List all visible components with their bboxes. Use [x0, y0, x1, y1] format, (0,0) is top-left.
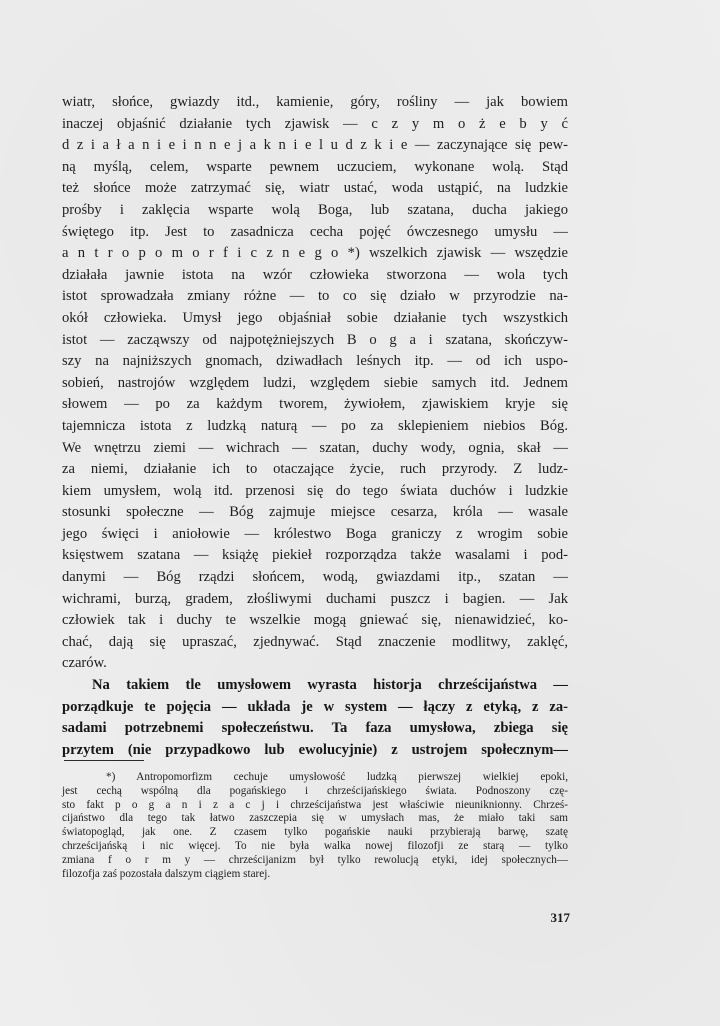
text-line: okół człowieka. Umysł jego objaśniał sobie działanie tych wszystkich [62, 309, 568, 326]
text-line: tajemnicza istota z ludzką naturą — po za sklepieniem niebios Bóg. [62, 417, 568, 434]
text-line: inaczej objaśnić działanie tych zjawisk — c z y m o ż e b y ć [62, 115, 568, 132]
text-line: księstwem szatana — książę piekieł rozporządza także wasalami i pod- [62, 547, 568, 564]
footnote-line: *) Antropomorfizm cechuje umysłowość ludzką pierwszej wielkiej epoki, [106, 771, 568, 783]
footnote-line: chrześcijańską i nic więcej. To nie była walka nowej filozofji ze starą — tylko [62, 839, 568, 852]
footnote-divider [64, 760, 144, 761]
text-line: porządkuje te pojęcia — układa je w system — łączy z etyką, z za- [62, 698, 568, 715]
text-line: sobień, nastrojów względem ludzi, względem siebie samych itd. Jednem [62, 374, 568, 391]
text-line: wichrami, burzą, gradem, złośliwymi duchami puszcz i bagien. — Jak [62, 590, 568, 607]
footnote [62, 771, 568, 881]
text-line: za niemi, działanie ich to otaczające życie, ruch przyrody. Z ludz- [62, 461, 568, 478]
text-line: przytem (nie przypadkowo lub ewolucyjnie) z ustrojem społecznym— [62, 741, 568, 758]
footnote-line: jest cechą wspólną dla pogańskiego i chrześcijańskiego świata. Podnoszony czę- [62, 784, 568, 797]
footnote-line: filozofja zaś pozostała dalszym ciągiem starej. [62, 867, 271, 880]
page-number: 317 [550, 910, 570, 925]
footnote-line: światopogląd, jak one. Z czasem tylko pogańskie nauki przybierają barwę, szatę [62, 826, 568, 839]
text-line: jego święci i aniołowie — królestwo Boga graniczy z wrogim sobie [62, 525, 568, 542]
text-line: sadami potrzebnemi społeczeństwu. Ta faza umysłowa, zbiega się [62, 720, 568, 737]
text-line: istot sprowadzała zmiany różne — to co się działo w przyrodzie na- [62, 288, 568, 305]
text-line: szy na najniższych gnomach, dziwadłach leśnych itp. — od ich uspo- [62, 353, 568, 370]
text-line: istot — zacząwszy od najpotężniejszych B o g a i szatana, skończyw- [62, 331, 568, 348]
text-line: a n t r o p o m o r f i c z n e g o *) wszelkich zjawisk — wszędzie [62, 245, 568, 262]
paragraph-end-line: czarów. [62, 655, 107, 672]
text-line: ną myślą, celem, wsparte pewnem uczuciem, wykonane wolą. Stąd [62, 158, 568, 175]
footnote-line: zmiana f o r m y — chrześcijanizm był tylko rewolucją etyki, idej społecznych— [62, 853, 568, 866]
footnote-line: cijaństwo dla tego tak łatwo zaszczepia się w umysłach mas, że miało taki sam [62, 812, 568, 825]
footnote-line: sto fakt p o g a n i z a c j i chrześcijaństwa jest właściwie nieuniknionny. Chrześ- [62, 798, 568, 811]
text-line: działała jawnie istota na wzór człowieka stworzona — wola tych [62, 266, 568, 283]
text-line: d z i a ł a n i e i n n e j a k n i e l u d z k i e — zaczynające się pew- [62, 137, 568, 154]
text-line: We wnętrzu ziemi — wichrach — szatan, duchy wody, ognia, skał — [62, 439, 568, 456]
text-line: też słońce może zatrzymać się, wiatr ustać, woda ustąpić, na ludzkie [62, 180, 568, 197]
text-line: danymi — Bóg rządzi słońcem, wodą, gwiazdami itp., szatan — [62, 569, 568, 586]
text-line: chać, dają się upraszać, zjednywać. Stąd znaczenie modlitwy, zaklęć, [62, 633, 568, 650]
text-line: człowiek tak i duchy te wszelkie mogą gniewać się, nienawidzieć, ko- [62, 612, 568, 629]
body-text [62, 92, 568, 761]
text-line: świętego itp. Jest to zasadnicza cecha pojęć ówczesnego umysłu — [62, 223, 568, 240]
text-line: prośby i zaklęcia wsparte wolą Boga, lub szatana, ducha jakiego [62, 201, 568, 218]
text-line: słowem — po za każdym tworem, żywiołem, zjawiskiem kryje się [62, 396, 568, 413]
text-line: kiem umysłem, wolą itd. przenosi się do tego świata duchów i ludzkie [62, 482, 568, 499]
text-line: wiatr, słońce, gwiazdy itd., kamienie, góry, rośliny — jak bowiem [62, 94, 568, 110]
paragraph-start-line: Na takiem tle umysłowem wyrasta historja chrześcijaństwa — [92, 677, 568, 694]
text-line: stosunki społeczne — Bóg zajmuje miejsce cesarza, króla — wasale [62, 504, 568, 521]
